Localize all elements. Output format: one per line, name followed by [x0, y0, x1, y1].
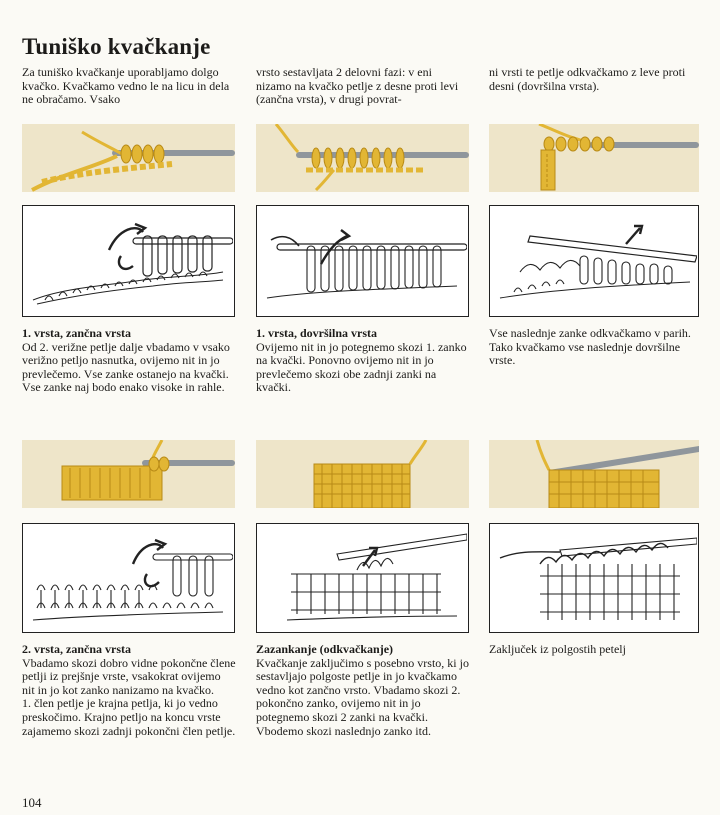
caption-step-5	[256, 643, 470, 738]
illustration-step-2	[256, 205, 469, 317]
page-number: 104	[22, 795, 42, 810]
intro-text-3: ni vrsti te petlje odkvačkamo z leve proti desni (dovršilna vrsta).	[489, 65, 686, 93]
caption-step-3-body: Vse naslednje zanke odkvačkamo v parih. Tako kvačkamo vse naslednje dovršilne vrste.	[489, 326, 691, 368]
photo-step-5	[256, 440, 469, 508]
intro-col-1	[22, 66, 232, 107]
photo-step-6	[489, 440, 699, 508]
caption-step-2-body: Ovijemo nit in jo potegnemo skozi 1. zanko na kvački. Ponovno ovijemo nit in jo prevlečemo skozi obe zadnji zanki na kvački.	[256, 339, 467, 395]
photo-step-4	[22, 440, 235, 508]
caption-step-2	[256, 327, 470, 395]
caption-step-1	[22, 327, 236, 395]
caption-step-5-body: Kvačkanje zaključimo s posebno vrsto, ki jo sestavljajo polgoste petlje in jo kvačkamo vedno kot zančno vrsto. Vbadamo skozi 2. pokončno zanko, ovijemo nit in jo potegnemo skozi 2 zanki na kvački. Vbodemo skozi naslednjo zanko itd.	[256, 655, 469, 738]
illustration-step-3	[489, 205, 699, 317]
caption-step-6	[489, 643, 701, 657]
intro-text-1: Za tuniško kvačkanje uporabljamo dolgo kvačko. Kvačkamo vedno le na licu in dela ne obračamo. Vsako	[22, 65, 230, 107]
caption-step-4-body-1: Vbadamo skozi dobro vidne pokončne člene petlji iz prejšnje vrste, vsakokrat ovijemo nit in jo kot zanko nanizamo na kvačko.	[22, 655, 236, 697]
illustration-step-6	[489, 523, 699, 633]
caption-step-3	[489, 327, 701, 368]
photo-step-2	[256, 124, 469, 192]
caption-step-6-body: Zaključek iz polgostih petelj	[489, 642, 626, 656]
caption-step-5-heading: Zazankanje (odkvačkanje)	[256, 642, 394, 656]
caption-step-1-body: Od 2. verižne petlje dalje vbadamo v vsako verižno petljo nasnutka, ovijemo nit in jo prevlečemo. Vse zanke ostanejo na kvački. Vse zanke naj bodo enako visoke in rahle.	[22, 339, 230, 395]
photo-step-3	[489, 124, 699, 192]
illustration-step-1	[22, 205, 235, 317]
illustration-step-4	[22, 523, 235, 633]
caption-step-4-body-2: 1. člen petlje je krajna petlja, ki jo vedno preskočimo. Krajno petljo na koncu vrste zajamemo skozi zadnji pokončni člen petlje.	[22, 696, 236, 738]
intro-col-3	[489, 66, 699, 93]
page-title: Tuniško kvačkanje	[22, 34, 211, 59]
caption-step-4-heading: 2. vrsta, zančna vrsta	[22, 642, 131, 656]
caption-step-4	[22, 643, 236, 738]
photo-step-1	[22, 124, 235, 192]
caption-step-2-heading: 1. vrsta, dovršilna vrsta	[256, 326, 377, 340]
illustration-step-5	[256, 523, 469, 633]
intro-col-2	[256, 66, 468, 107]
intro-text-2: vrsto sestavljata 2 delovni fazi: v eni nizamo na kvačko petlje z desne proti levi (zančna vrsta), v drugi povrat-	[256, 65, 459, 107]
caption-step-1-heading: 1. vrsta, zančna vrsta	[22, 326, 131, 340]
